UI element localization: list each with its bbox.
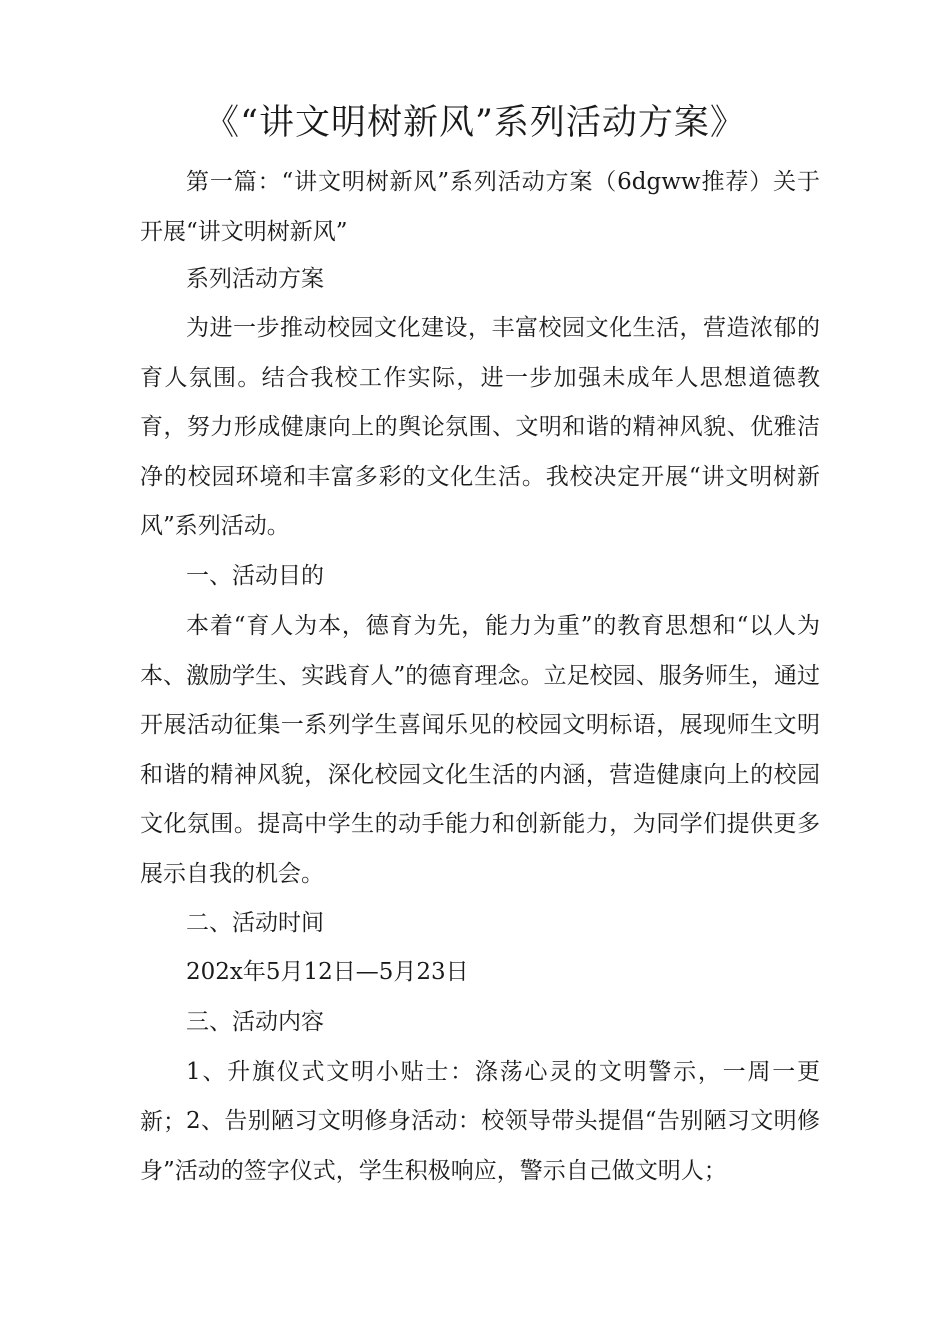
- content-item-2: 2、告别陋习文明修身活动：校领导带头提倡“告别陋习文明修身”活动的签字仪式，学生积极响应，警示自己做文明人；: [140, 1108, 820, 1184]
- section-heading-content: 三、活动内容: [186, 1009, 324, 1035]
- content-item-1: 1、升旗仪式文明小贴士：涤荡心灵的文明警示，一周一更新；: [140, 1059, 820, 1135]
- purpose-intro-paragraph: 为进一步推动校园文化建设，丰富校园文化生活，营造浓郁的育人氛围。结合我校工作实际，进一步加强未成年人思想道德教育，努力形成健康向上的舆论氛围、文明和谐的精神风貌、优雅洁净的校园环境和丰富多彩的文化生活。我校决定开展“讲文明树新风”系列活动。: [140, 315, 820, 540]
- document-title: 《“讲文明树新风”系列活动方案》: [204, 103, 746, 143]
- subtitle-heading: 系列活动方案: [186, 266, 324, 292]
- section-heading-time: 二、活动时间: [186, 910, 324, 936]
- section-heading-purpose: 一、活动目的: [186, 563, 324, 589]
- section-body-time: 202x年5月12日—5月23日: [186, 959, 469, 985]
- intro-paragraph: 第一篇：“讲文明树新风”系列活动方案（6dgww推荐）关于开展“讲文明树新风”: [140, 169, 820, 245]
- section-body-purpose: 本着“育人为本，德育为先，能力为重”的教育思想和“以人为本、激励学生、实践育人”的德育理念。立足校园、服务师生，通过开展活动征集一系列学生喜闻乐见的校园文明标语，展现师生文明和谐的精神风貌，深化校园文化生活的内涵，营造健康向上的校园文化氛围。提高中学生的动手能力和创新能力，为同学们提供更多展示自我的机会。: [140, 613, 820, 887]
